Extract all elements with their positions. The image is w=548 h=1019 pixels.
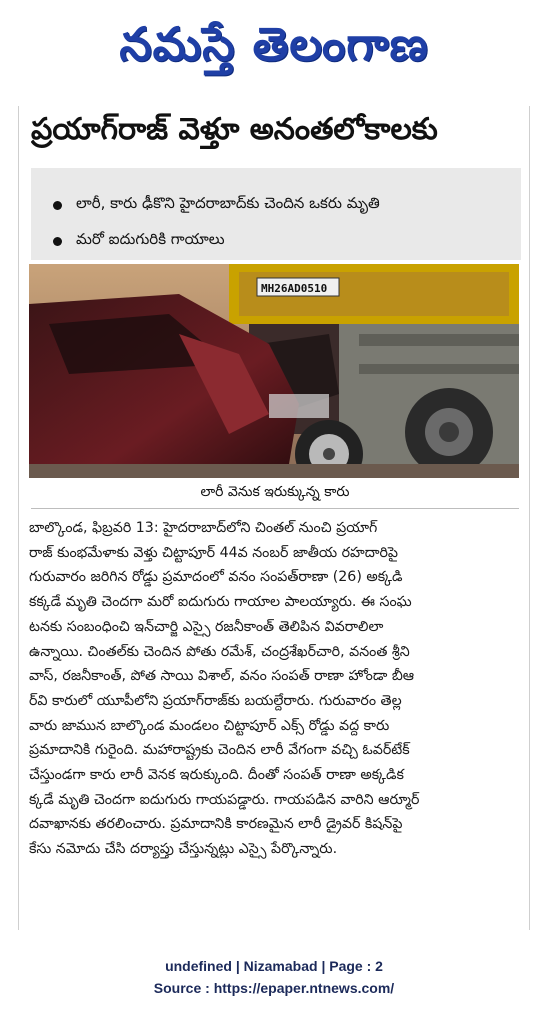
newspaper-logo: నమస్తే తెలంగాణ xyxy=(119,17,429,71)
subhead-2 xyxy=(53,230,225,252)
page-footer xyxy=(0,955,548,999)
body-line: ఉన్నాయి. చింతల్‌కు చెందిన పోతు రమేశ్, చంద్రశేఖర్‌చారి, వనంత శ్రీని xyxy=(29,643,410,660)
bullet-icon xyxy=(53,201,62,210)
article-clipping xyxy=(18,106,530,930)
body-line: రాజ్ కుంభమేళాకు వెళ్తు చిట్టాపూర్ 44వ నంబర్ జాతీయ రహదారిపై xyxy=(29,544,398,561)
subhead-text: లారీ, కారు ఢీకొని హైదరాబాద్‌కు చెందిన ఒకరు మృతి xyxy=(76,194,380,212)
subhead-1 xyxy=(53,194,380,216)
body-line: వాస్, రజనీకాంత్, పోత సాయి విశాల్, వనం సంపత్ రాణా హోండా బీఆ xyxy=(29,668,415,685)
body-line: ప్రమాదానికి గురైంది. మహారాష్ట్రకు చెందిన లారీ వేగంగా వచ్చి ఓవర్‌టేక్ xyxy=(29,742,410,759)
subhead-text: మరో ఐదుగురికి గాయాలు xyxy=(76,230,225,248)
body-line: ర్‌వి కారులో యూపీలోని ప్రయాగ్‌రాజ్‌కు బయల్దేరారు. గురువారం తెల్ల xyxy=(29,692,402,709)
article-body xyxy=(29,516,523,862)
body-line: గురువారం జరిగిన రోడ్డు ప్రమాదంలో వనం సంపత్‌రాణా (26) అక్కడి xyxy=(29,569,403,586)
accident-photo xyxy=(29,264,519,478)
body-line: క్కడే మృతి చెందగా ఐదుగురు గాయపడ్డారు. గాయపడిన వారిని ఆర్మూర్ xyxy=(29,791,420,808)
body-line: కక్కడే మృతి చెందగా మరో ఐదుగురు గాయాల పాలయ్యారు. ఈ సంఘ xyxy=(29,594,412,611)
footer-edition-info: undefined | Nizamabad | Page : 2 xyxy=(165,958,383,974)
body-line: కేసు నమోదు చేసి దర్యాప్తు చేస్తున్నట్లు ఎస్సై పేర్కొన్నారు. xyxy=(29,841,338,858)
body-line: టనకు సంబంధించి ఇన్‌చార్జి ఎస్సై రజనీకాంత్ తెలిపిన వివరాలిలా xyxy=(29,618,384,635)
photo-caption: లారీ వెనుక ఇరుక్కున్న కారు xyxy=(200,484,350,500)
masthead xyxy=(0,0,548,100)
article-headline: ప్రయాగ్‌రాజ్ వెళ్తూ అనంతలోకాలకు xyxy=(31,112,438,147)
accident-photo-illustration xyxy=(29,264,519,478)
body-line: చేస్తుండగా కారు లారీ వెనక ఇరుక్కుంది. దీంతో సంపత్ రాణా అక్కడిక xyxy=(29,767,404,784)
footer-source: Source : https://epaper.ntnews.com/ xyxy=(153,980,395,996)
subheads-box xyxy=(31,168,521,260)
license-plate-text: MH26AD0510 xyxy=(261,282,328,295)
bullet-icon xyxy=(53,237,62,246)
body-line: బాల్కొండ, ఫిబ్రవరి 13: హైదరాబాద్‌లోని చింతల్ నుంచి ప్రయాగ్ xyxy=(29,520,378,536)
divider xyxy=(31,508,519,509)
body-line: వారు జామున బాల్కొండ మండలం చిట్టాపూర్ ఎక్స్ రోడ్డు వద్ద కారు xyxy=(29,717,390,734)
body-line: దవాఖానకు తరలించారు. ప్రమాదానికి కారణమైన లారీ డ్రైవర్ కిషన్‌పై xyxy=(29,816,403,833)
